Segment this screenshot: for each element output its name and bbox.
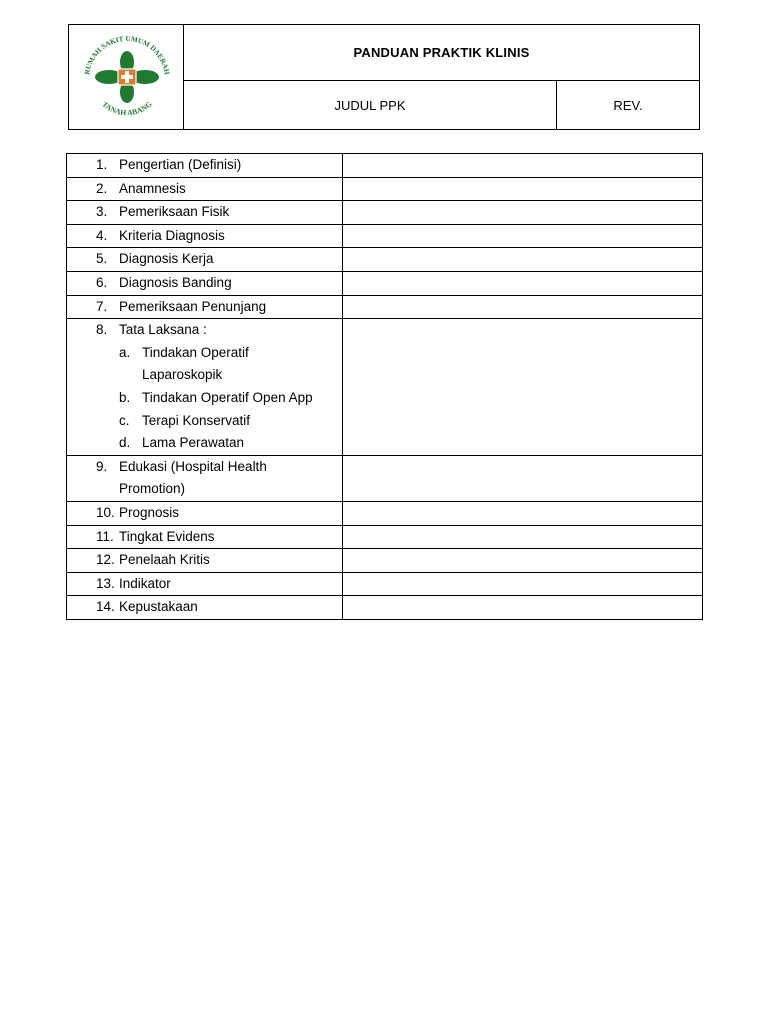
- logo-text-bottom: TANAH ABANG: [100, 99, 154, 118]
- value-cell[interactable]: [343, 549, 703, 573]
- document-header: [68, 24, 700, 130]
- item-number: 3.: [96, 204, 108, 220]
- item-number: 11.: [96, 528, 114, 544]
- value-cell[interactable]: [343, 455, 703, 501]
- table-row: [67, 549, 703, 573]
- subitem-letter: d.: [119, 435, 131, 451]
- item-label: Tingkat Evidens: [119, 528, 215, 544]
- judul-ppk-label: JUDUL PPK: [184, 81, 557, 129]
- table-row: [67, 201, 703, 225]
- item-number: 12.: [96, 552, 115, 568]
- item-number: 4.: [96, 227, 108, 243]
- logo-cell: [69, 25, 184, 129]
- rev-label: REV.: [613, 97, 643, 113]
- item-number: 5.: [96, 251, 108, 267]
- value-cell[interactable]: [343, 501, 703, 525]
- item-label: Indikator: [119, 575, 171, 591]
- item-label: Diagnosis Kerja: [119, 251, 214, 267]
- value-cell[interactable]: [343, 201, 703, 225]
- value-cell[interactable]: [343, 224, 703, 248]
- table-row: [67, 177, 703, 201]
- hospital-logo: [79, 33, 175, 125]
- table-row: [67, 271, 703, 295]
- value-cell[interactable]: [343, 248, 703, 272]
- table-row: [67, 154, 703, 178]
- item-label: Pemeriksaan Penunjang: [119, 298, 267, 314]
- table-row: [67, 572, 703, 596]
- table-row: [67, 319, 703, 456]
- subitem-letter: a.: [119, 344, 131, 360]
- item-number: 7.: [96, 298, 108, 314]
- item-label: Pemeriksaan Fisik: [119, 204, 230, 220]
- table-row: [67, 295, 703, 319]
- item-number: 10.: [96, 504, 115, 520]
- item-label-continued: Promotion): [119, 481, 186, 497]
- subitem-label: Tindakan Operatif Open App: [142, 389, 313, 405]
- subitem-letter: c.: [119, 412, 130, 428]
- table-row: [67, 501, 703, 525]
- value-cell[interactable]: [343, 271, 703, 295]
- value-cell[interactable]: [343, 154, 703, 178]
- item-number: 2.: [96, 180, 108, 196]
- table-row: [67, 455, 703, 501]
- table-row: [67, 525, 703, 549]
- subitem-label: Lama Perawatan: [142, 435, 245, 451]
- item-label: Kriteria Diagnosis: [119, 227, 225, 243]
- ppk-table: [66, 153, 703, 620]
- subitem-letter: b.: [119, 389, 131, 405]
- subitem-label-continued: Laparoskopik: [142, 367, 223, 383]
- item-number: 8.: [96, 322, 108, 338]
- logo-text-top: RUMAH SAKIT UMUM DAERAH: [83, 34, 171, 76]
- item-number: 13.: [96, 575, 115, 591]
- item-number: 6.: [96, 274, 108, 290]
- table-row: [67, 596, 703, 620]
- item-label: Edukasi (Hospital Health: [119, 458, 267, 474]
- value-cell[interactable]: [343, 177, 703, 201]
- item-number: 1.: [96, 157, 108, 172]
- table-row: [67, 224, 703, 248]
- item-label: Pengertian (Definisi): [119, 157, 242, 172]
- document-title: PANDUAN PRAKTIK KLINIS: [184, 25, 699, 81]
- table-row: [67, 248, 703, 272]
- item-label: Diagnosis Banding: [119, 274, 232, 290]
- value-cell[interactable]: [343, 295, 703, 319]
- item-label: Tata Laksana :: [119, 322, 207, 338]
- subitem-label: Terapi Konservatif: [142, 412, 251, 428]
- value-cell[interactable]: [343, 596, 703, 620]
- value-cell[interactable]: [343, 319, 703, 456]
- item-label: Prognosis: [119, 504, 180, 520]
- value-cell[interactable]: [343, 572, 703, 596]
- item-number: 14.: [96, 599, 115, 615]
- item-label: Anamnesis: [119, 180, 186, 196]
- item-label: Kepustakaan: [119, 599, 198, 615]
- item-label: Penelaah Kritis: [119, 552, 210, 568]
- item-number: 9.: [96, 458, 108, 474]
- value-cell[interactable]: [343, 525, 703, 549]
- subitem-label: Tindakan Operatif: [142, 344, 249, 360]
